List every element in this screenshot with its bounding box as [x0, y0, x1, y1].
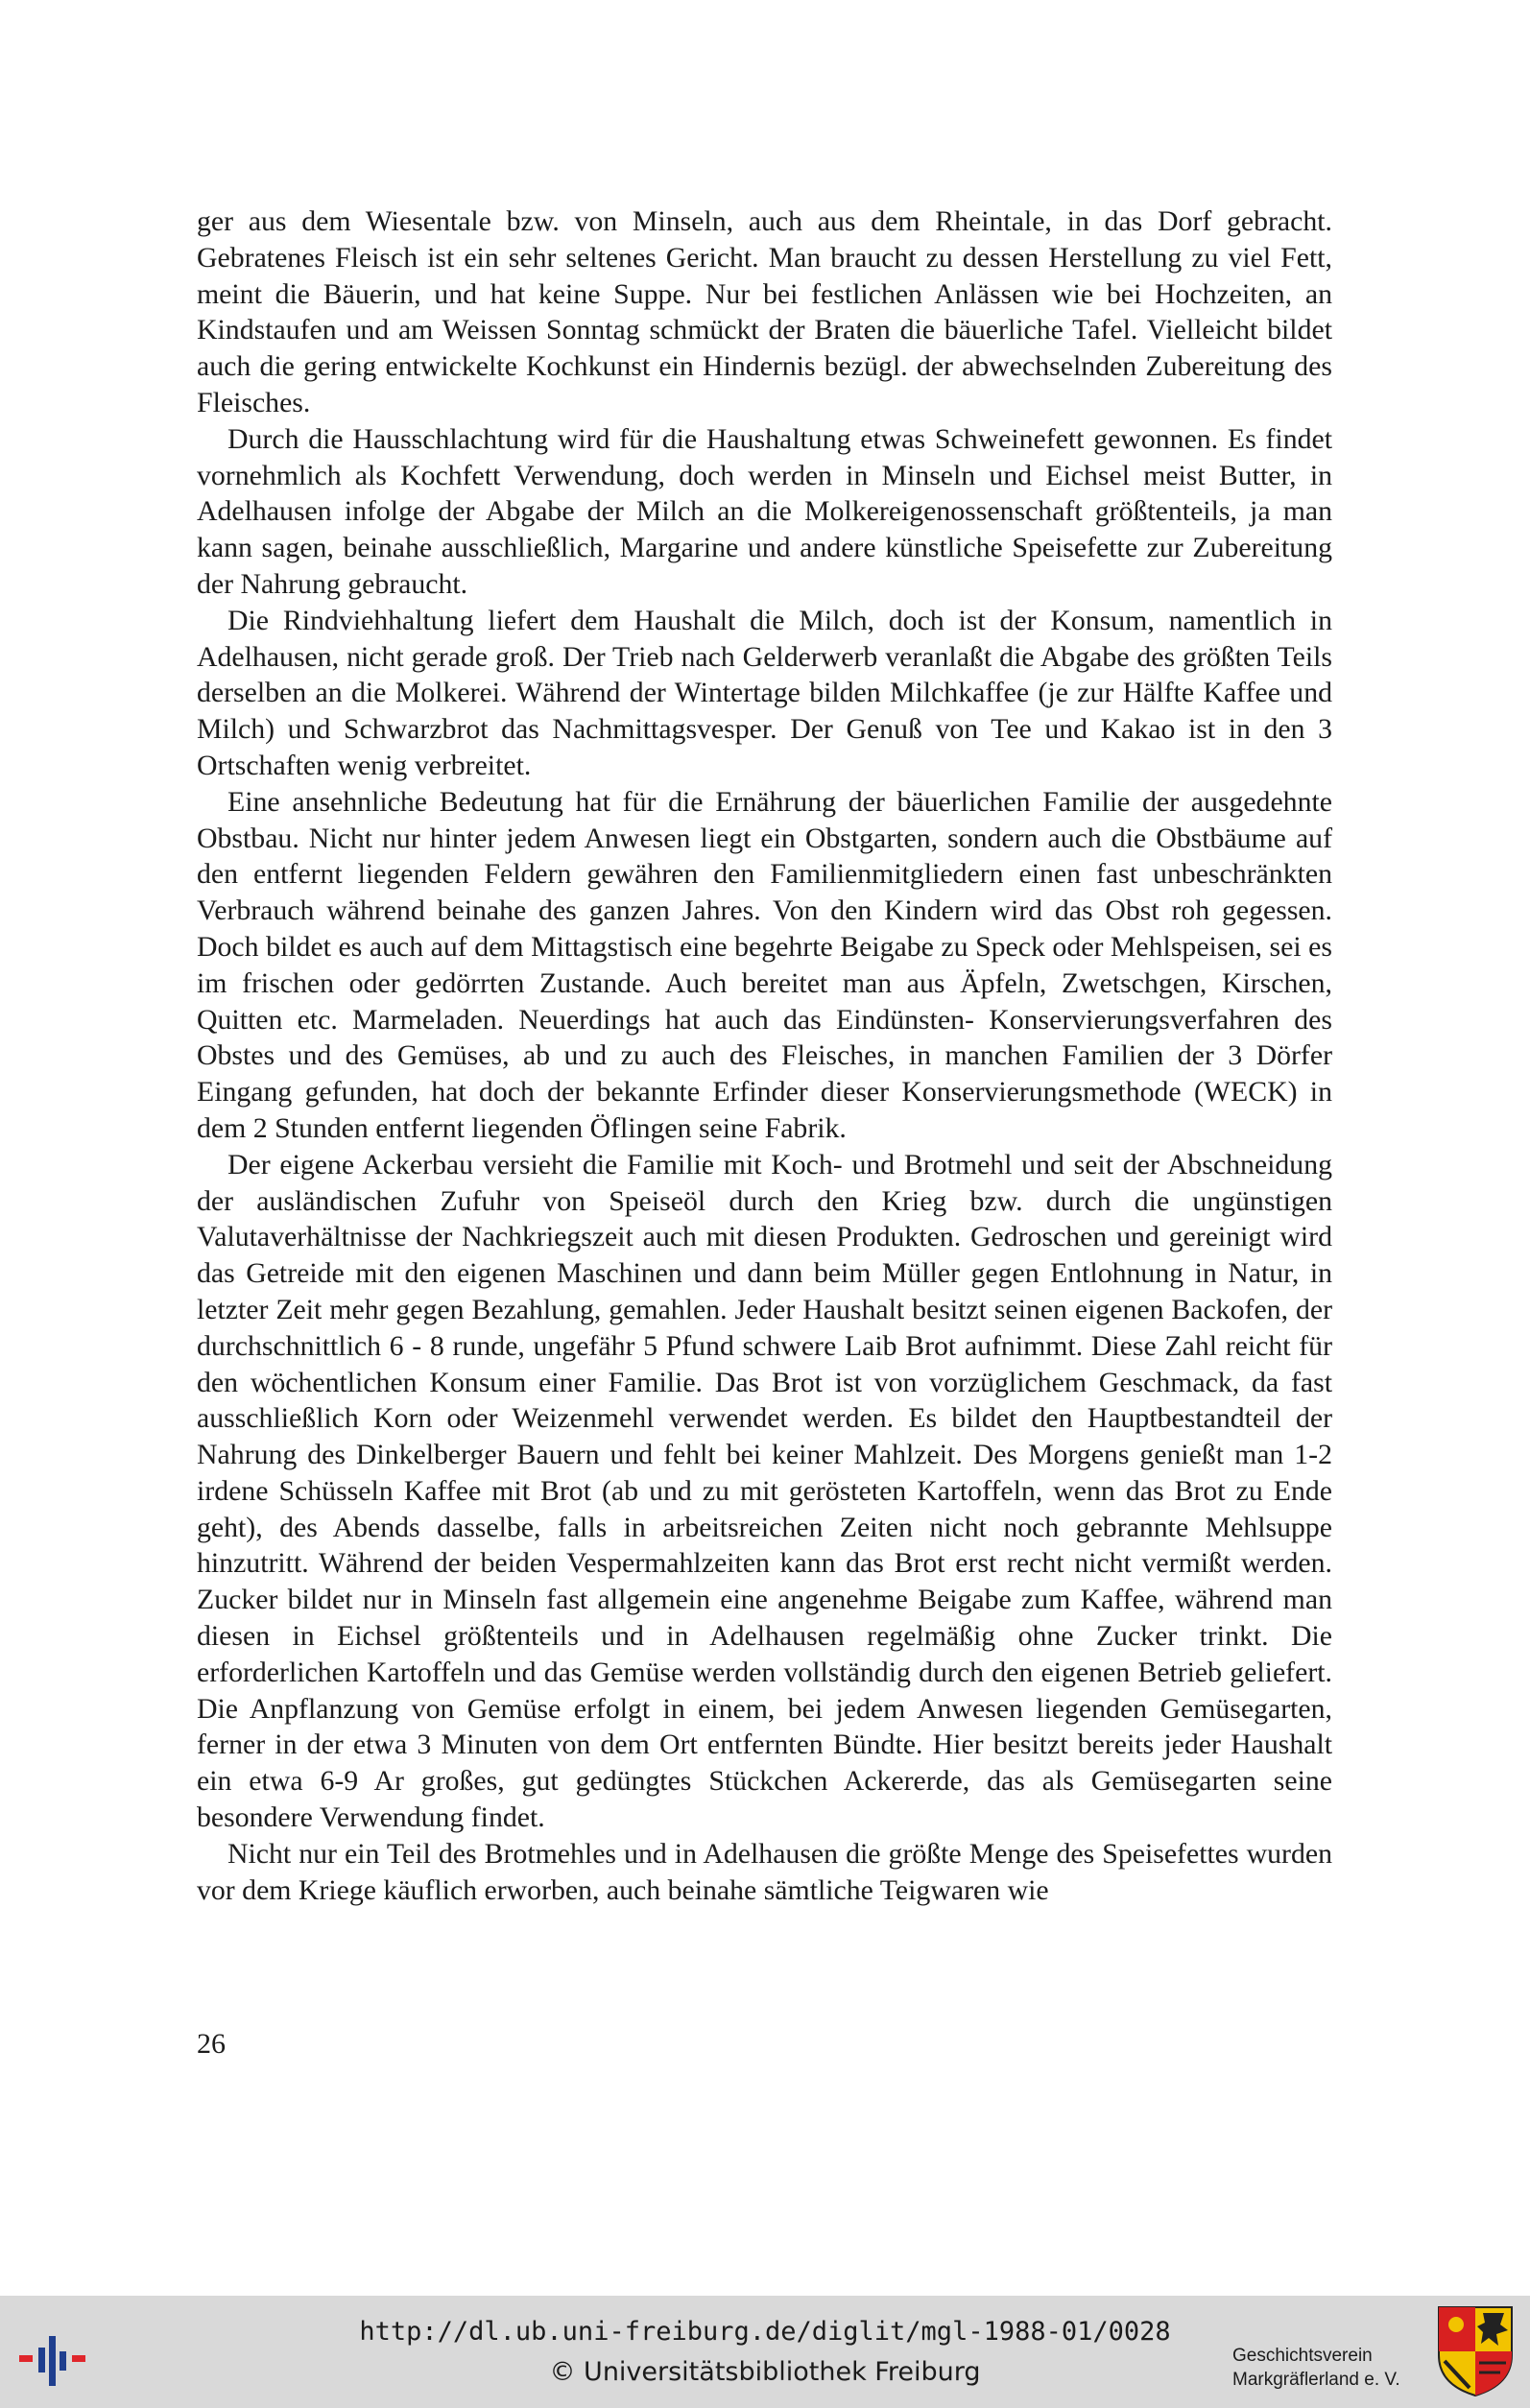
society-name	[1232, 2344, 1400, 2392]
paragraph: Nicht nur ein Teil des Brotmehles und in Adelhausen die größte Menge des Speisefettes wurden vor dem Kriege käuflich erworben, auch beinahe sämtliche Teigwaren wie	[197, 1837, 1332, 1906]
paragraph: Eine ansehnliche Bedeutung hat für die Ernährung der bäuerlichen Familie der ausgedehnte Obstbau. Nicht nur hinter jedem Anwesen liegt ein Obstgarten, sondern auch die Obstbäume auf den entfernt liegenden Feldern gewähren den Familienmitgliedern einen fast unbeschränkten Verbrauch während beinahe des ganzen Jahres. Von den Kindern wird das Obst roh gegessen. Doch bildet es auch auf dem Mittagstisch eine begehrte Beigabe zu Speck oder Mehlspeisen, sei es im frischen oder gedörrten Zustande. Auch bereitet man aus Äpfeln, Zwetschgen, Kirschen, Quitten etc. Marmeladen. Neuerdings hat auch das Eindünsten- Konservierungsverfahren des Obstes und des Gemüses, ab und zu auch des Fleisches, in manchen Familien der 3 Dörfer Eingang gefunden, hat doch der bekannte Erfinder dieser Konservierungsmethode (WECK) in dem 2 Stunden entfernt liegenden Öflingen seine Fabrik.	[197, 785, 1332, 1144]
paragraph: ger aus dem Wiesentale bzw. von Minseln, auch aus dem Rheintale, in das Dorf gebracht. Gebratenes Fleisch ist ein sehr seltenes Gericht. Man braucht zu dessen Herstellung zu viel Fett, meint die Bäuerin, und hat keine Suppe. Nur bei festlichen Anlässen wie bei Hochzeiten, an Kindstaufen und am Weissen Sonntag schmückt der Braten die bäuerliche Tafel. Vielleicht bildet auch die gering entwickelte Kochkunst ein Hindernis bezügl. der abwechselnden Zubereitung des Fleisches.	[197, 205, 1332, 418]
page-number: 26	[197, 2028, 226, 2060]
paragraph: Die Rindviehhaltung liefert dem Haushalt die Milch, doch ist der Konsum, namentlich in Adelhausen, nicht gerade groß. Der Trieb nach Gelderwerb veranlaßt die Abgabe des größten Teils derselben an die Molkerei. Während der Wintertage bilden Milchkaffee (je zur Hälfte Kaffee und Milch) und Schwarzbrot das Nachmittagsvesper. Der Genuß von Tee und Kakao ist in den 3 Ortschaften wenig verbreitet.	[197, 604, 1332, 781]
footer-bar	[0, 2296, 1530, 2408]
coat-of-arms-icon	[1437, 2305, 1514, 2397]
paragraph: Der eigene Ackerbau versieht die Familie mit Koch- und Brotmehl und seit der Abschneidung der ausländischen Zufuhr von Speiseöl durch den Krieg bzw. durch die ungünstigen Valutaverhältnisse der Nachkriegszeit auch mit diesen Produkten. Gedroschen und gereinigt wird das Getreide mit den eigenen Maschinen und dann beim Müller gegen Entlohnung in Natur, in letzter Zeit mehr gegen Bezahlung, gemahlen. Jeder Haushalt besitzt seinen eigenen Backofen, der durchschnittlich 6 - 8 runde, ungefähr 5 Pfund schwere Laib Brot aufnimmt. Diese Zahl reicht für den wöchentlichen Konsum einer Familie. Das Brot ist von vorzüglichem Geschmack, da fast ausschließlich Korn oder Weizenmehl verwendet werden. Es bildet den Hauptbestandteil der Nahrung des Dinkelberger Bauern und fehlt bei keiner Mahlzeit. Des Morgens genießt man 1-2 irdene Schüsseln Kaffee mit Brot (ab und zu mit gerösteten Kartoffeln, wenn das Brot zu Ende geht), des Abends dasselbe, falls in arbeitsreichen Zeiten nicht noch gebrannte Mehlsuppe hinzutritt. Während der beiden Vespermahlzeiten kann das Brot erst recht nicht vermißt werden. Zucker bildet nur in Minseln fast allgemein eine angenehme Beigabe zum Kaffee, während man diesen in Eichsel größtenteils und in Adelhausen regelmäßig ohne Zucker trinkt. Die erforderlichen Kartoffeln und das Gemüse werden vollständig durch den eigenen Betrieb geliefert. Die Anpflanzung von Gemüse erfolgt in einem, bei jedem Anwesen liegenden Gemüsegarten, ferner in der etwa 3 Minuten von dem Ort entfernten Bündte. Hier besitzt bereits jeder Haushalt ein etwa 6-9 Ar großes, gut gedüngtes Stückchen Ackererde, das als Gemüsegarten seine besondere Verwendung findet.	[197, 1148, 1332, 1834]
society-name-line: Markgräflerland e. V.	[1232, 2370, 1400, 2390]
society-name-line: Geschichtsverein	[1232, 2346, 1373, 2366]
footer-url-link[interactable]: http://dl.ub.uni-freiburg.de/diglit/mgl-1988-01/0028	[359, 2317, 1171, 2347]
body-text	[197, 203, 1332, 1908]
footer-copyright: © Universitätsbibliothek Freiburg	[549, 2357, 981, 2387]
paragraph: Durch die Hausschlachtung wird für die Haushaltung etwas Schweinefett gewonnen. Es findet vornehmlich als Kochfett Verwendung, doch werden in Minseln und Eichsel meist Butter, in Adelhausen infolge der Abgabe der Milch an die Molkereigenossenschaft größtenteils, ja man kann sagen, beinahe ausschließlich, Margarine und andere künstliche Speisefette zur Zubereitung der Nahrung gebraucht.	[197, 422, 1332, 600]
